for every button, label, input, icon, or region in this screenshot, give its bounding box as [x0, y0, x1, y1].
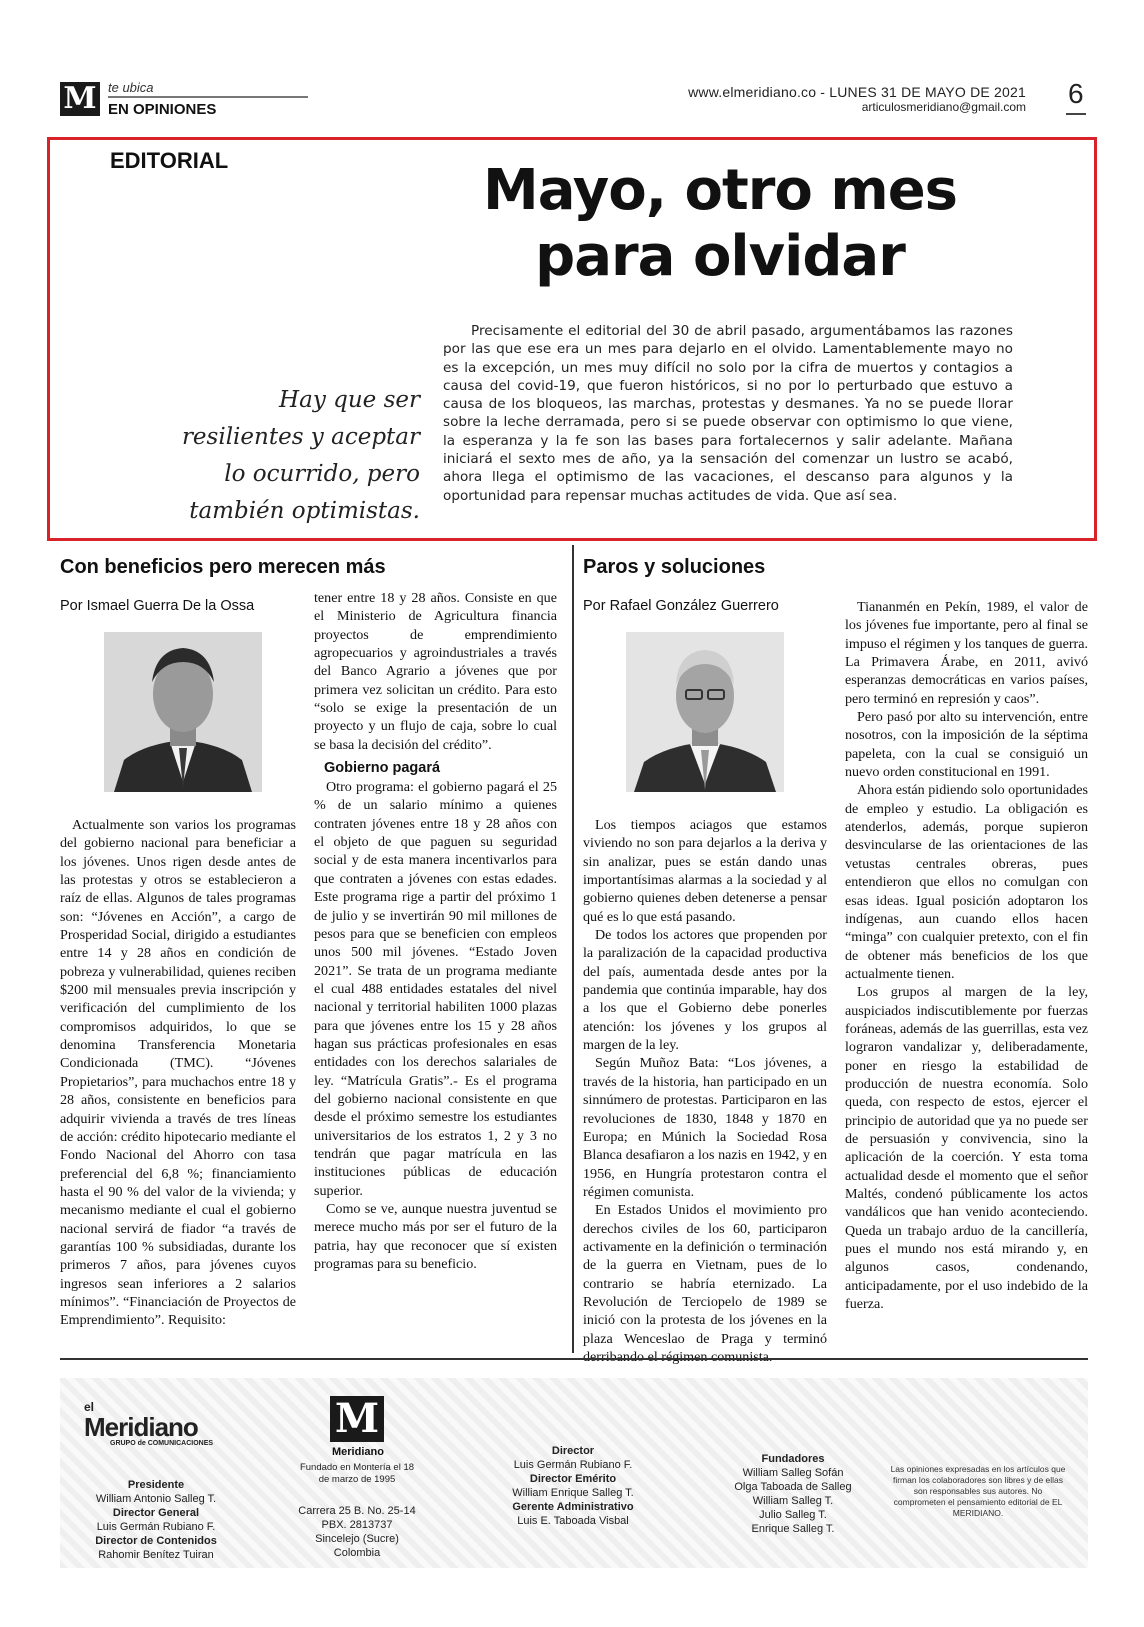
editorial-title-line2: para olvidar: [535, 224, 905, 289]
footer-founded: Fundado en Montería el 18 de marzo de 1995: [299, 1462, 415, 1485]
header-info: [688, 84, 1026, 114]
footer-brand-logo: [84, 1400, 213, 1447]
column-divider: [572, 545, 574, 1353]
staff-name: Luis Germán Rubiano F.: [96, 1521, 216, 1533]
editorial-title-line1: Mayo, otro mes: [482, 158, 958, 223]
article2-col1-paragraph: En Estados Unidos el movimiento pro derechos civiles de los 60, participaron activamente en la definición o terminación de la guerra en Vietnam, pues de lo contrario se habría eternizado. La Revolución de Terciopelo de 1989 se inició con la protesta de los jóvenes en la plaza Wenceslao de Praga y terminó derribando el régimen comunista.: [583, 1202, 827, 1365]
header-rule: [108, 96, 308, 98]
staff-name: William Antonio Salleg T.: [95, 1493, 217, 1505]
staff-role: Presidente: [127, 1479, 185, 1491]
article2-col1-paragraph: Según Muñoz Bata: “Los jóvenes, a través de la historia, han participado en un sinnúmero de protestas. Participaron en las revoluciones de 1830, 1848 y 1870 en Europa; en Múnich la Sociedad Rosa Blanca desafiaron a los nazis en 1942, y en 1956, en Hungría protestaron contra el régimen comunista.: [583, 1055, 827, 1200]
staff-name: Rahomir Benítez Tuiran: [98, 1549, 214, 1561]
footer-disclaimer: Las opiniones expresadas en los artículos que firman los colaboradores son libres y de ellas son responsables sus autores. No comprometen el pensamiento editorial de EL MERIDIANO.: [890, 1464, 1066, 1518]
article1-title: Con beneficios pero merecen más: [60, 556, 386, 578]
founder-name: Julio Salleg T.: [759, 1509, 827, 1521]
staff-role: Director General: [112, 1507, 200, 1519]
staff-role: Director de Contenidos: [95, 1535, 217, 1547]
staff-name: William Enrique Salleg T.: [512, 1487, 634, 1499]
article1-col2-paragraph: tener entre 18 y 28 años. Consiste en que el Ministerio de Agricultura financia proyectos de emprendimiento agropecuarios y agroindustriales a través del Banco Agrario a jóvenes que por primera vez solicitan un crédito. Para esto “solo se exige la presentación de un proyecto y un flujo de caja, sobre lo cual se basa la decisión del crédito”.: [314, 590, 557, 753]
editorial-pull-quote: Hay que ser resilientes y aceptar lo ocurrido, pero también optimistas.: [181, 387, 420, 524]
address-line: Carrera 25 B. No. 25-14: [298, 1505, 416, 1517]
footer-m-name: Meridiano: [332, 1446, 384, 1458]
page-number: 6: [1068, 78, 1084, 109]
footer-logo-el: el: [84, 1400, 95, 1414]
footer-address: [294, 1504, 420, 1560]
footer-staff-block-1: [86, 1478, 226, 1562]
article1-subhead: Gobierno pagará: [324, 760, 441, 777]
staff-name: Luis E. Taboada Visbal: [517, 1515, 629, 1527]
article2-col2-paragraph: Tiananmén en Pekín, 1989, el valor de los jóvenes fue importante, pero al final se impuso el régimen y los tanques de guerra. La Primavera Árabe, en 2011, avivó esperanzas democráticas en varios países, pero terminó en represión y caos”.: [845, 599, 1088, 707]
article2-title: Paros y soluciones: [583, 556, 766, 578]
address-line: PBX. 2813737: [321, 1519, 393, 1531]
article2-col2-paragraph: Ahora están pidiendo solo oportunidades de empleo y estudio. La obligación es atenderlos, además, porque supieron desvincularse de las orientaciones de las vetustas centrales obreras, pues entendieron que ellos no comulgan con esas ideas. Igual posición adoptaron los indígenas, aun cuando ellos hacen “minga” con cualquier pretexto, con el fin de obtener más beneficios de los que actualmente tienen.: [845, 782, 1088, 982]
footer-staff-block-2: [498, 1444, 648, 1528]
staff-name: Luis Germán Rubiano F.: [513, 1459, 633, 1471]
editorial-body: Precisamente el editorial del 30 de abril pasado, argumentábamos las razones por las que ese era un mes para dejarlo en el olvido. Lamentablemente mayo no es la excepción, un mes muy difícil no solo por la cifra de muertos y contagios a causa del covid-19, que fueron históricos, si no por lo perturbado que estuvo a causa de los bloqueos, las marchas, protestas y desmanes. Ya no se puede llorar sobre la leche derramada, pero si se puede observar con optimismo lo que viene, la esperanza y la fe son las bases para fortalecernos y salir adelante. Mañana iniciará el sexto mes de año, ya la sensación del comenzar un lustro se acabó, ahora llega el optimismo de las vacaciones, el descanso para algunos y la oportunidad para repensar muchas actitudes de vida. Que así sea.: [443, 323, 1013, 504]
contact-email[interactable]: articulosmeridiano@gmail.com: [861, 100, 1026, 114]
founders-title: Fundadores: [761, 1453, 825, 1465]
article2-column1: [583, 816, 827, 1366]
footer-logo-name: Meridiano: [84, 1412, 198, 1442]
article2-column2: [845, 598, 1088, 1313]
article1-col2-paragraph: Otro programa: el gobierno pagará el 25 % de un salario mínimo a quienes contraten jóvenes entre 18 y 28 años con el objeto de que paguen su seguridad social y de esta manera incentivarlos para que contraten a jóvenes con estas edades. Este programa rige a partir del próximo 1 de julio y se invertirán 90 mil millones de pesos para que se beneficien con empleos unos 500 mil jóvenes. “Estado Joven 2021”. Se trata de un programa mediante el cual 488 entidades estatales del nivel nacional y territorial habiliten 1000 plazas para que jóvenes entre los 15 y 28 años hagan sus prácticas profesionales en esas entidades con los derechos salariales de ley. “Matrícula Gratis”.- Es el programa del gobierno nacional consistente en que desde el próximo semestre los estudiantes universitarios de los estratos 1, 2 y 3 no tendrán que pagar matrícula en las instituciones públicas de educación superior.: [314, 779, 557, 1199]
staff-role: Director Emérito: [529, 1473, 617, 1485]
address-line: Sincelejo (Sucre) Colombia: [315, 1533, 399, 1559]
founder-name: William Salleg T.: [752, 1495, 834, 1507]
page-number-underline: [1066, 113, 1086, 115]
author-photo-guerra: [104, 632, 262, 792]
editorial-label: EDITORIAL: [110, 148, 229, 173]
article1-byline: Por Ismael Guerra De la Ossa: [60, 598, 255, 614]
meridiano-logo[interactable]: M: [60, 82, 100, 116]
article1-col1-paragraph: Actualmente son varios los programas del gobierno nacional para beneficiar a los jóvenes. Unos rigen desde antes de las protestas y otros se establecieron a raíz de ellas. Algunos de tales programas son: “Jóvenes en Acción”, a cargo de Prosperidad Social, dirigido a estudiantes entre 14 y 28 años en condición de pobreza y vulnerabilidad, quienes reciben $200 mil mensuales previa inscripción y verificación del cumplimiento de los compromisos adquiridos, lo que se denomina Transferencia Monetaria Condicionada (TMC). “Jóvenes Propietarios”, para muchachos entre 18 y 28 años, consistente en beneficios para adquirir vivienda a través de tres líneas de acción: crédito hipotecario mediante el Fondo Nacional del Ahorro con tasa preferencial del 6,8 %; financiamiento hasta el 90 % del valor de la vivienda; y mecanismo mediante el cual el gobierno nacional servirá de fiador “a través de garantías 100 % subsidiadas, durante los primeros 7 años, para jóvenes cuyos ingresos sean inferiores a 2 salarios mínimos”. “Financiación de Proyectos de Emprendimiento”. Requisito:: [60, 817, 296, 1329]
footer-rule: [60, 1358, 1088, 1360]
founder-name: Enrique Salleg T.: [751, 1523, 835, 1535]
article2-col1-paragraph: Los tiempos aciagos que estamos viviendo no son para dejarlos a la deriva y sin analizar, pues se están dando unas importantísimas alarmas a la sociedad y al gobierno quienes deben detenerse a pensar qué es lo que está pasando.: [583, 817, 827, 925]
staff-role: Gerente Administrativo: [512, 1501, 634, 1513]
site-and-date[interactable]: www.elmeridiano.co - LUNES 31 DE MAYO DE 2021: [688, 84, 1026, 100]
article2-col2-paragraph: Los grupos al margen de la ley, auspiciados indiscutiblemente por fuerzas foráneas, además de las guerrillas, esta vez lograron vandalizar y, deliberadamente, poner en riesgo la estabilidad de producción de nuestra economía. Solo queda, con respecto de estos, ejercer el principio de autoridad que ya no puede ser de persuasión y convivencia, sino la aplicación de la coerción. Y esta toma actualidad desde el momento que el señor Maltés, condenó públicamente los actos vandálicos que han venido aconteciendo. Queda un trabajo arduo de la cancillería, pues el mundo nos está mirando y, en algunos casos, condenando, anticipadamente, por el uso indebido de la fuerza.: [845, 984, 1088, 1313]
footer-logo-sub: GRUPO de COMUNICACIONES: [110, 1440, 214, 1447]
header-tagline: te ubica: [108, 80, 154, 95]
footer-founders: [718, 1452, 868, 1536]
staff-role: Director: [551, 1445, 595, 1457]
article2-byline: Por Rafael González Guerrero: [583, 598, 779, 614]
author-portrait-icon: [104, 632, 262, 792]
footer-m-logo: M: [330, 1396, 384, 1442]
article1-column2: [314, 589, 557, 1273]
article2-col1-paragraph: De todos los actores que propenden por la paralización de la capacidad productiva del país, aumentada desde antes por la pandemia que continúa imparable, hay dos a los que el Gobierno debe ponerles atención: los jóvenes y los grupos al margen de la ley.: [583, 927, 827, 1054]
article2-col2-paragraph: Pero pasó por alto su intervención, entre nosotros, con la imposición de la séptima papeleta, con la cual se consiguió un nuevo orden constitucional en 1991.: [845, 709, 1088, 781]
founder-name: William Salleg Sofán: [742, 1467, 844, 1479]
section-title: EN OPINIONES: [108, 101, 217, 118]
author-portrait-icon: [626, 632, 784, 792]
article1-col2-paragraph: Como se ve, aunque nuestra juventud se merece mucho más por ser el futuro de la patria, hay que reconocer que sí existen programas para su beneficio.: [314, 1201, 557, 1273]
author-photo-gonzalez: [626, 632, 784, 792]
founder-name: Olga Taboada de Salleg: [734, 1481, 852, 1493]
editorial-title: [440, 158, 1000, 290]
article1-column1: [60, 816, 296, 1330]
